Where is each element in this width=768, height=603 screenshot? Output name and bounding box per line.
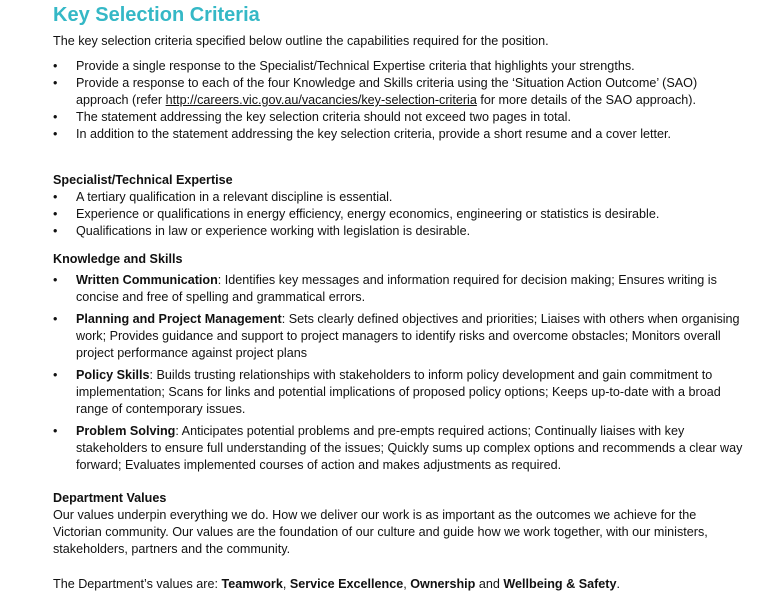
list-item — [53, 189, 743, 206]
intro-text: The key selection criteria specified below outline the capabilities required for the position. — [53, 34, 549, 48]
values-prefix: The Department’s values are: — [53, 577, 222, 591]
criteria-instructions-list — [53, 58, 743, 143]
list-item-text: for more details of the SAO approach). — [476, 93, 696, 107]
list-item-text: Provide a single response to the Specialist/Technical Expertise criteria that highlights your strengths. — [76, 59, 635, 73]
value-service-excellence: Service Excellence — [289, 577, 404, 591]
bullet-glyph: • — [53, 76, 58, 90]
values-end: . — [616, 577, 620, 591]
bullet-glyph: • — [53, 110, 58, 124]
list-item-text: A tertiary qualification in a relevant discipline is essential. — [76, 190, 393, 204]
value-wellbeing-safety: Wellbeing & Safety — [503, 577, 617, 591]
list-item-text: Experience or qualifications in energy efficiency, energy economics, engineering or statistics is desirable. — [76, 207, 660, 221]
list-item-text: The statement addressing the key selection criteria should not exceed two pages in total. — [76, 110, 571, 124]
list-item-text: In addition to the statement addressing the key selection criteria, provide a short resume and a cover letter. — [76, 127, 672, 141]
list-item — [53, 75, 743, 109]
list-item-text: Provide a response to each of the four Knowledge and Skills criteria using the ‘Situation Action Outcome’ (SAO) approach (refer — [76, 76, 698, 107]
bullet-glyph: • — [53, 59, 58, 73]
list-item — [53, 206, 743, 223]
skill-term: Policy Skills — [76, 368, 150, 382]
bullet-glyph: • — [53, 190, 58, 204]
skill-term: Problem Solving — [76, 424, 176, 438]
skill-description: : Anticipates potential problems and pre-empts required actions; Continually liaises with key stakeholders to ensure full understanding of the issues; Quickly sums up complex options and recommends a clear way forward; Evaluates implemented courses of action and makes adjustments as required. — [76, 424, 743, 472]
list-item — [53, 423, 743, 474]
specialist-heading: Specialist/Technical Expertise — [53, 173, 233, 187]
careers-link[interactable]: http://careers.vic.gov.au/vacancies/key-selection-criteria — [165, 93, 477, 107]
bullet-glyph: • — [53, 273, 58, 287]
department-values-line — [53, 576, 743, 593]
skill-term: Planning and Project Management — [76, 312, 282, 326]
knowledge-heading: Knowledge and Skills — [53, 252, 183, 266]
department-values-heading: Department Values — [53, 491, 167, 505]
knowledge-list — [53, 272, 743, 479]
bullet-glyph: • — [53, 368, 58, 382]
list-item — [53, 311, 743, 362]
values-separator: , — [403, 577, 411, 591]
list-item — [53, 367, 743, 418]
list-item — [53, 109, 743, 126]
bullet-glyph: • — [53, 127, 58, 141]
value-ownership: Ownership — [410, 577, 476, 591]
page-title: Key Selection Criteria — [53, 4, 260, 26]
list-item — [53, 126, 743, 143]
skill-term: Written Communication — [76, 273, 218, 287]
skill-description: : Builds trusting relationships with stakeholders to inform policy development and gain commitment to implementation; Scans for links and potential implications of proposed policy options; Keeps up-to-date with a broad range of contemporary issues. — [76, 368, 721, 416]
bullet-glyph: • — [53, 207, 58, 221]
bullet-glyph: • — [53, 424, 58, 438]
value-teamwork: Teamwork — [221, 577, 283, 591]
skill-description: : Sets clearly defined objectives and priorities; Liaises with others when organising work; Provides guidance and support to project managers to identify risks and overcome obstacles; Monitors overall project performance against project plans — [76, 312, 740, 360]
list-item — [53, 58, 743, 75]
list-item-text: Qualifications in law or experience working with legislation is desirable. — [76, 224, 471, 238]
values-separator: and — [475, 577, 504, 591]
bullet-glyph: • — [53, 224, 58, 238]
bullet-glyph: • — [53, 312, 58, 326]
specialist-list — [53, 189, 743, 240]
skill-description: : Identifies key messages and information required for decision making; Ensures writing is concise and free of spelling and grammatical errors. — [76, 273, 717, 304]
values-separator: , — [282, 577, 290, 591]
department-values-paragraph: Our values underpin everything we do. How we deliver our work is as important as the outcomes we achieve for the Victorian community. Our values are the foundation of our culture and guide how we work together, with our ministers, stakeholders, partners and the community. — [53, 508, 708, 556]
list-item — [53, 272, 743, 306]
list-item — [53, 223, 743, 240]
